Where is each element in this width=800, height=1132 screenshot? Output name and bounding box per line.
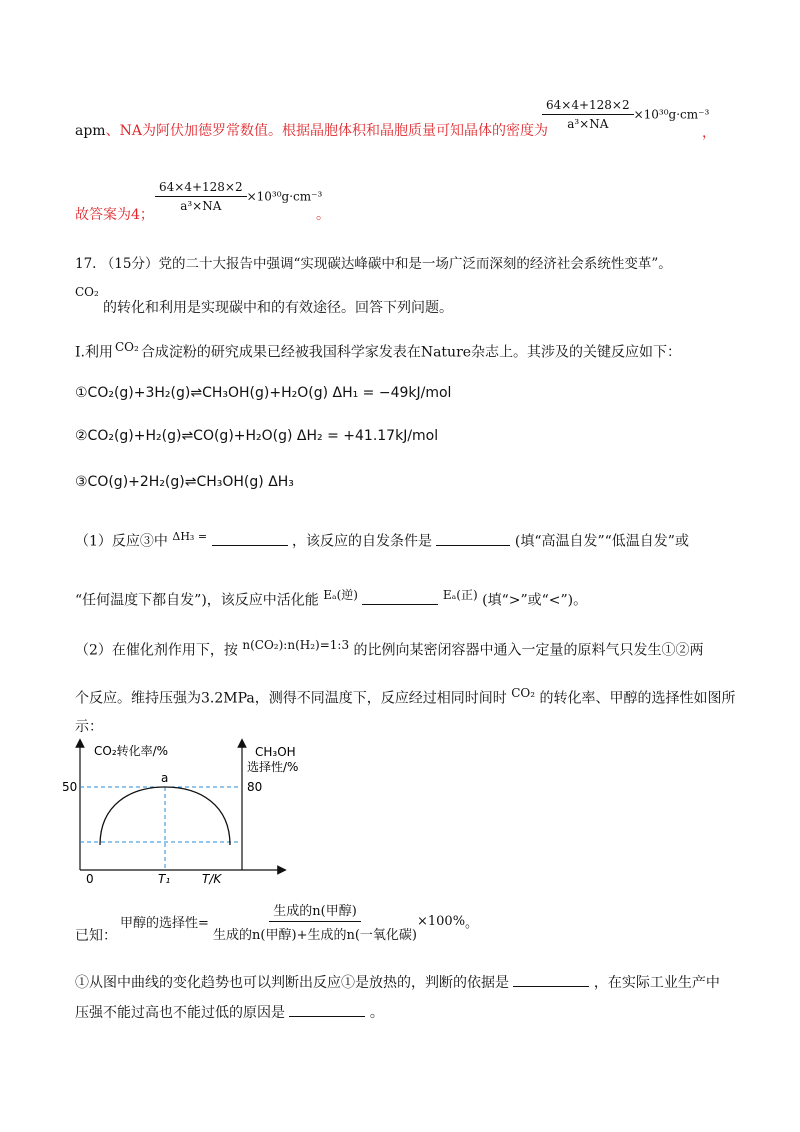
answer-formula [155,180,322,213]
ea-forward: Eₐ(正) [442,588,478,602]
known-label: 已知： [75,928,117,944]
q17-line1: 17. （15分）党的二十大报告中强调“实现碳达峰碳中和是一场广泛而深刻的经济社会系统性变革”。 [75,256,672,272]
selectivity-tail: ×100% [416,914,466,929]
origin-label: 0 [86,872,94,885]
q1-line1: （1）反应③中 $^{\Delta H_3 =}$ ，该反应的自发条件是 (填“高温自发”“低温自发”或 [75,530,689,550]
right-axis-label-1: CH₃OH [255,745,296,759]
density-formula [542,98,709,131]
q1-line2: “任何温度下都自发”)，该反应中活化能 Eₐ(逆) Eₐ(正) (填“>”或“<”)。 [75,588,588,609]
answer-end: 。 [316,207,330,223]
answer-frac-numerator: 64×4+128×2 [155,180,247,197]
left-axis-label: CO₂转化率/% [94,744,169,758]
right-axis-label-2: 选择性/% [247,760,299,774]
right-tick-80: 80 [247,780,263,794]
selectivity-lhs: 甲醇的选择性= [120,916,209,931]
answer-label: 故答案为4； [75,207,154,223]
blank-pressure-reason[interactable] [289,1004,365,1017]
blank-dh3[interactable] [212,533,288,546]
frac-denominator: a³×NA [567,117,609,131]
q2-line3: 示： [75,719,103,735]
answer-line [75,120,548,140]
x-tick-t1: T₁ [158,872,171,885]
dh3-label: ΔH₃ = [172,530,208,543]
blank-basis[interactable] [513,974,589,987]
q2-co2: CO₂ [511,686,536,700]
co2-label: CO₂ [75,285,99,299]
selectivity-formula: 甲醇的选择性= $\frac{\text{生成的n(甲醇)}}{\text{生成的n(甲醇)+生成的n(一氧化碳)}}$ ×100%。 [120,900,478,943]
part1-line: Ⅰ.利用 CO₂ 合成淀粉的研究成果已经被我国科学家发表在Nature杂志上。其涉及的关键反应如下： [75,340,682,361]
density-explanation: 、NA为阿伏加德罗常数值。根据晶胞体积和晶胞质量可知晶体的密度为 [105,123,548,139]
selectivity-numerator: 生成的n(甲醇) [269,900,361,922]
answer-frac-denominator: a³×NA [180,199,222,213]
q3-line2: 压强不能过高也不能过低的原因是 。 [75,1005,384,1021]
ratio-formula: n(CO₂):n(H₂)=1:3 [242,638,350,652]
left-tick-50: 50 [62,780,78,794]
q2-line2: 个反应。维持压强为3.2MPa，测得不同温度下，反应经过相同时间时 CO₂ 的转化率、甲醇的选择性如图所 [75,686,736,707]
q17-line2: 的转化和利用是实现碳中和的有效途径。回答下列问题。 [103,300,453,316]
peak-label-a: a [161,771,169,785]
blank-spontaneous[interactable] [436,533,510,546]
q2-line1: （2）在催化剂作用下，按 n(CO₂):n(H₂)=1:3 的比例向某密闭容器中通入一定量的原料气只发生①②两 [75,638,704,659]
prefix-apm: apm [75,123,106,139]
frac-numerator: 64×4+128×2 [542,98,634,115]
x-axis-label: T/K [202,872,222,885]
conversion-selectivity-chart [60,735,300,885]
frac-unit: ×10³⁰g·cm⁻³ [633,107,710,122]
reaction-2: ②CO₂(g)+H₂(g)⇌CO(g)+H₂O(g) ΔH₂ = +41.17kJ/mol [75,428,439,444]
reaction-1: ①CO₂(g)+3H₂(g)⇌CH₃OH(g)+H₂O(g) ΔH₁ = −49kJ/mol [75,385,452,401]
q3-line1: ①从图中曲线的变化趋势也可以判断出反应①是放热的，判断的依据是 ，在实际工业生产中 [75,975,720,991]
comma: ， [702,125,716,141]
selectivity-denominator: 生成的n(甲醇)+生成的n(一氧化碳) [213,928,417,943]
answer-frac-unit: ×10³⁰g·cm⁻³ [246,189,323,204]
reaction-3: ③CO(g)+2H₂(g)⇌CH₃OH(g) ΔH₃ [75,474,294,490]
blank-ea-compare[interactable] [362,592,438,605]
part1-co2: CO₂ [114,340,139,354]
ea-reverse: Eₐ(逆) [323,588,358,602]
